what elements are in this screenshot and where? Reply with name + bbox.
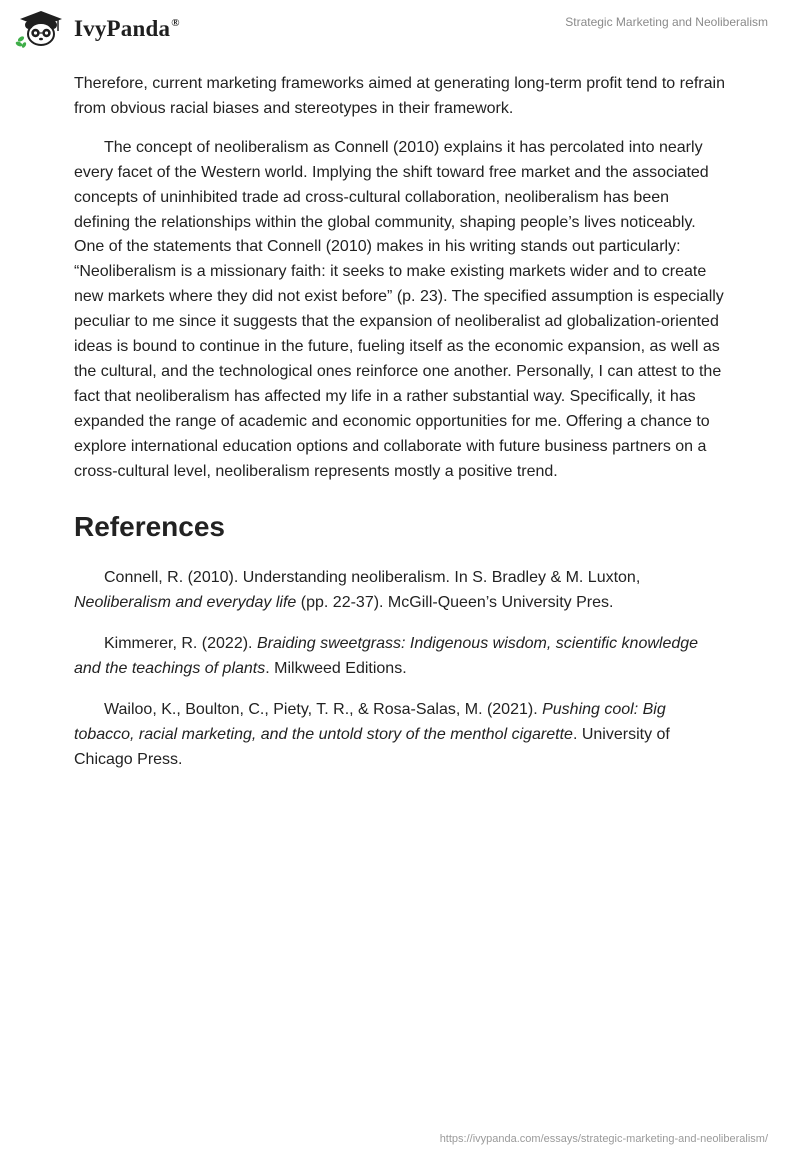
brand-name: IvyPanda® [74,16,180,41]
reference-item: Kimmerer, R. (2022). Braiding sweetgrass: Indigenous wisdom, scientific knowledge and the teachings of plants. Milkweed Editions. [74,634,699,677]
reference-item: Connell, R. (2010). Understanding neoliberalism. In S. Bradley & M. Luxton, Neoliberalism and everyday life (pp. 22-37). McGill-Queen’s University Pres. [74,568,641,611]
ivypanda-logo[interactable] [14,9,180,49]
panda-graduate-icon [14,9,68,49]
paragraph-neoliberalism: The concept of neoliberalism as Connell (2010) explains it has percolated into nearly every facet of the Western world. Implying the shift toward free market and the associated concepts of uninhibited trade ad cross-cultural collaboration, neoliberalism has been defining the relationships within the global community, shaping people’s lives noticeably. One of the statements that Connell (2010) makes in his writing stands out particularly: “Neoliberalism is a missionary faith: it seeks to make existing markets wider and to create new markets where they did not exist before” (p. 23). The specified assumption is especially peculiar to me since it suggests that the expansion of neoliberalist ad globalization-oriented ideas is bound to continue in the future, fueling itself as the economic expansion, as well as the cultural, and the technological ones reinforce one another. Personally, I can attest to the fact that neoliberalism has affected my life in a rather substantial way. Specifically, it has expanded the range of academic and economic opportunities for me. Offering a chance to explore international education options and collaborate with future business partners on a cross-cultural level, neoliberalism represents mostly a positive trend. [74,138,724,480]
source-url-link[interactable]: https://ivypanda.com/essays/strategic-marketing-and-neoliberalism/ [439,1133,768,1145]
essay-content [74,72,726,788]
page-header [0,0,800,60]
document-title: Strategic Marketing and Neoliberalism [565,15,768,29]
references-heading: References [74,510,225,542]
reference-item: Wailoo, K., Boulton, C., Piety, T. R., & Rosa-Salas, M. (2021). Pushing cool: Big tobacco, racial marketing, and the untold story of the menthol cigarette. University of Chicago Press. [74,700,670,768]
paragraph-continuation: Therefore, current marketing frameworks aimed at generating long-term profit tend to refrain from obvious racial biases and stereotypes in their framework. [74,75,725,117]
